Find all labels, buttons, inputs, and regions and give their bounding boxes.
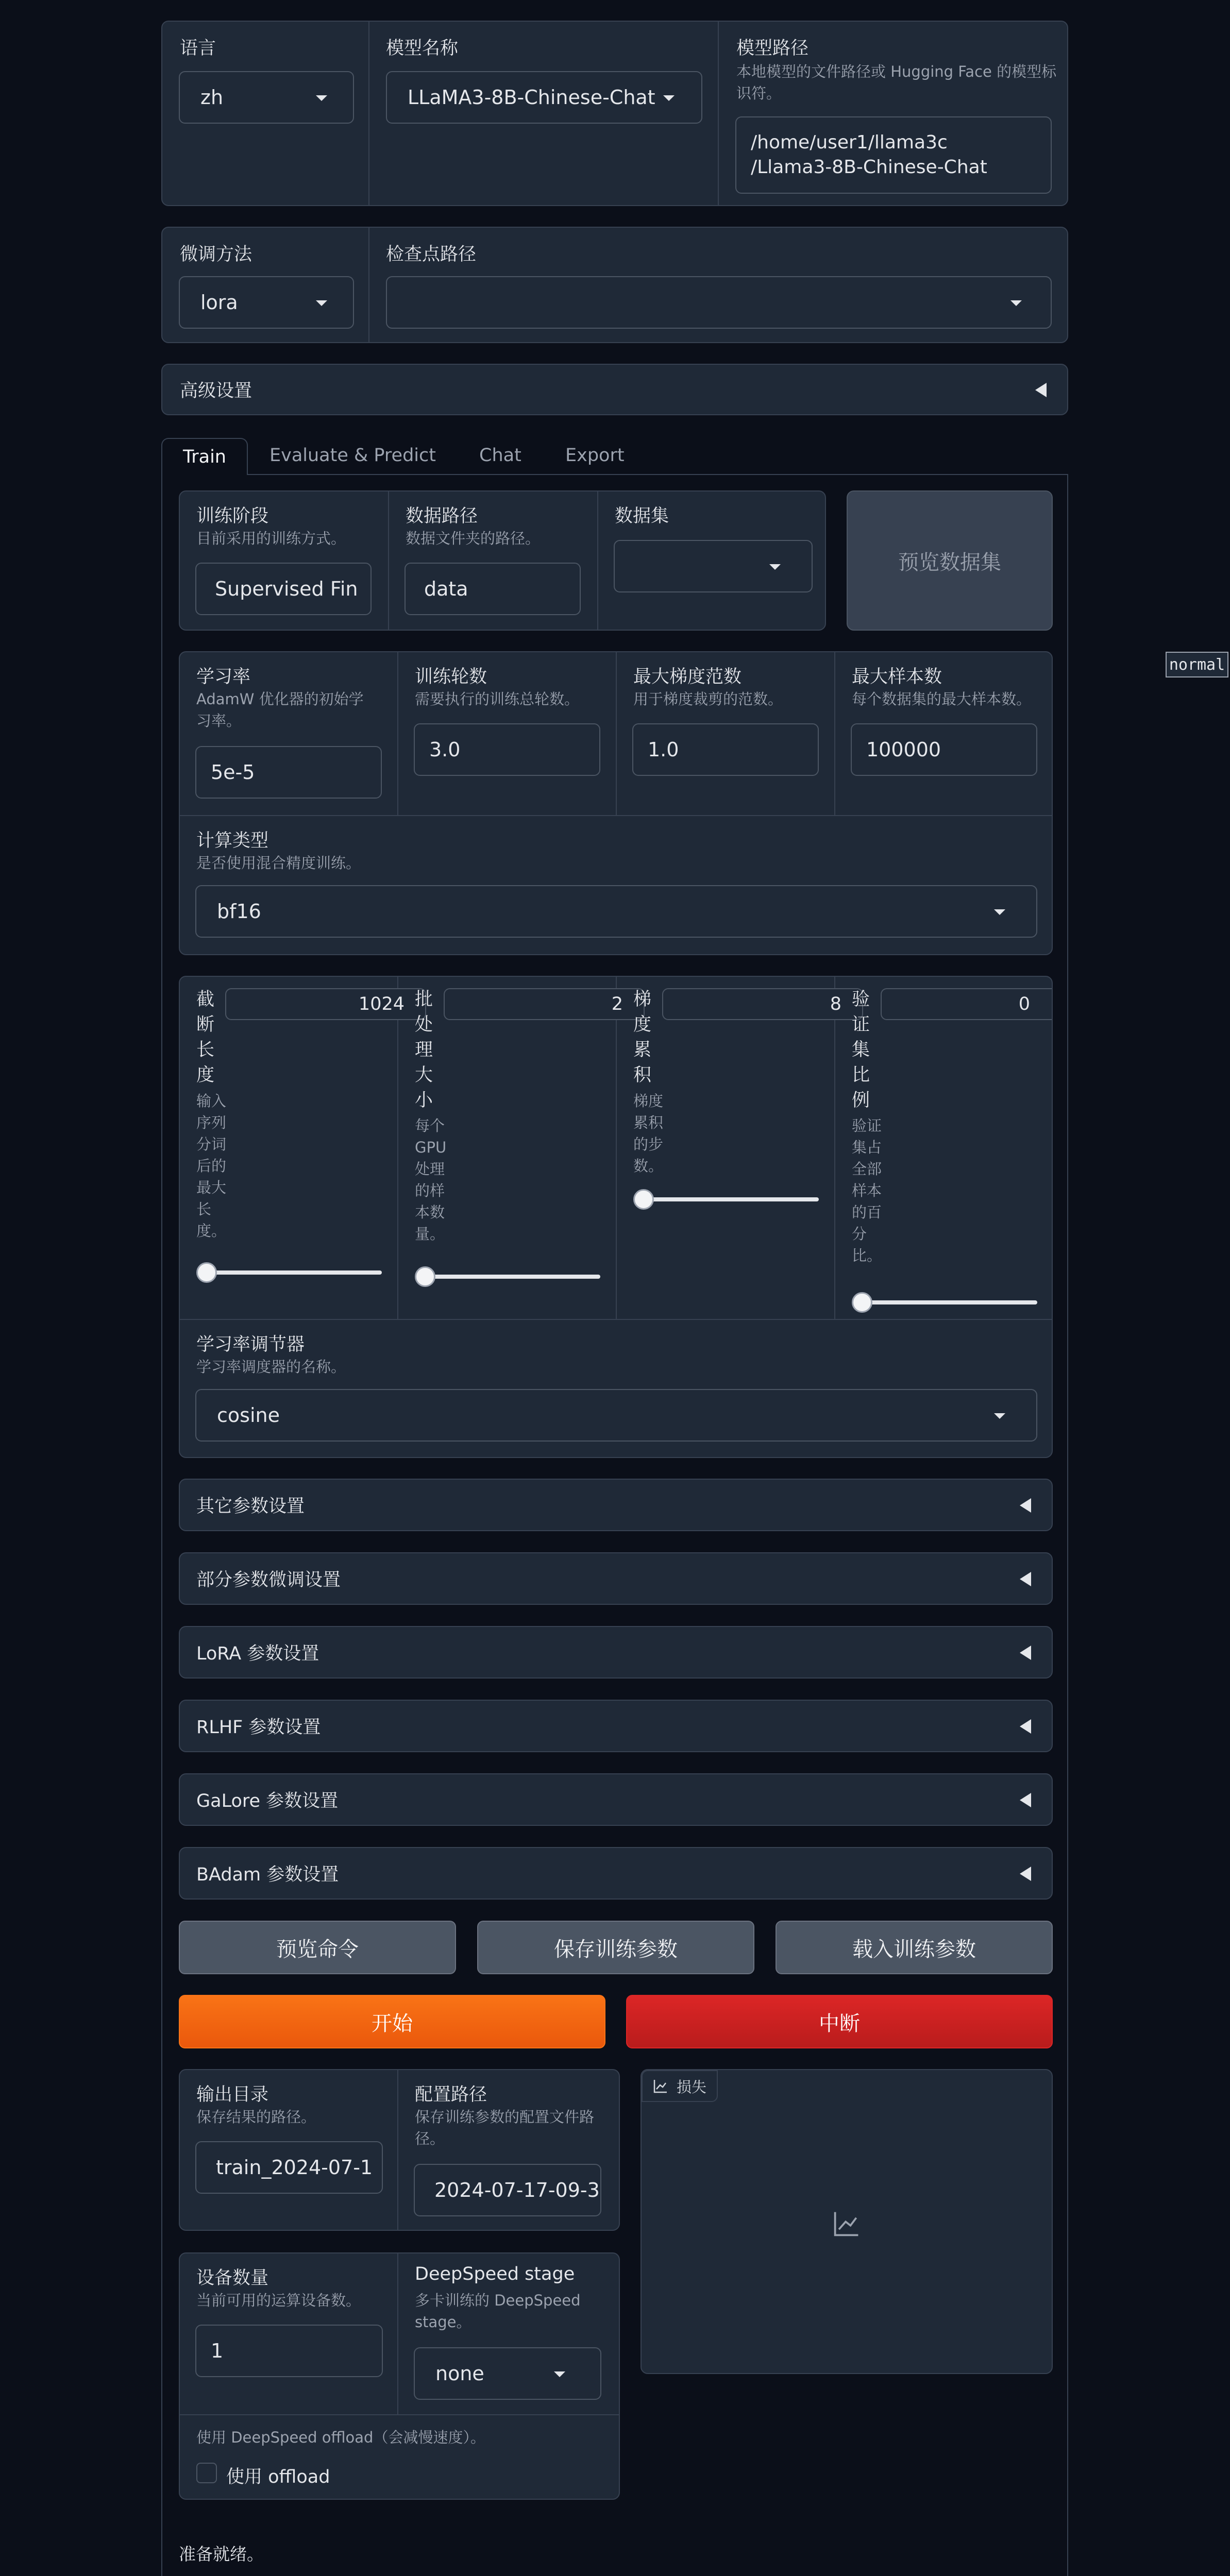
lr-value: 5e-5 <box>211 761 255 784</box>
device-count-info: 当前可用的运算设备数。 <box>196 2292 361 2309</box>
tab-chat[interactable]: Chat <box>479 445 521 466</box>
start-button[interactable] <box>179 1995 605 2048</box>
stage-label: 训练阶段 <box>196 506 269 527</box>
lora-params-accordion[interactable] <box>179 1626 1053 1679</box>
config-path-info-line1: 保存训练参数的配置文件路 <box>415 2108 595 2126</box>
finetune-method-label: 微调方法 <box>180 244 252 265</box>
cutoff-len-info-line-2: 分词 <box>196 1136 227 1153</box>
batch-size-info-line-4: 本数 <box>415 1204 445 1221</box>
model-path-input[interactable] <box>735 116 1052 194</box>
cutoff-len-info <box>196 1090 226 1242</box>
batch-size-value: 2 <box>611 994 623 1014</box>
val-size-info-line-0: 验证 <box>852 1117 882 1134</box>
batch-size-info <box>415 1115 446 1245</box>
lr-scheduler-value: cosine <box>217 1404 280 1427</box>
tab-train[interactable] <box>161 438 248 475</box>
galore-params-accordion[interactable] <box>179 1773 1053 1826</box>
dataset-dropdown[interactable] <box>614 540 813 592</box>
val-size-label-char-1: 证 <box>852 1014 870 1035</box>
grad-norm-input[interactable] <box>632 723 819 776</box>
mode-badge: normal <box>1166 652 1228 677</box>
val-size-info-line-4: 的百 <box>852 1204 882 1221</box>
device-count-input[interactable] <box>195 2325 383 2377</box>
train-tab-panel <box>161 474 1068 2576</box>
collapse-arrow-icon <box>1020 1572 1031 1586</box>
tab-train-label: Train <box>183 447 226 467</box>
batch-size-info-line-0: 每个 <box>415 1117 445 1134</box>
epochs-cell <box>398 652 617 815</box>
data-dir-label: 数据路径 <box>406 506 478 527</box>
compute-type-dropdown[interactable] <box>195 885 1037 938</box>
val-size-label-char-0: 验 <box>852 989 870 1010</box>
max-samples-input[interactable] <box>851 723 1037 776</box>
output-panel <box>179 2069 620 2231</box>
batch-size-label-char-2: 理 <box>415 1040 433 1060</box>
stage-value: Supervised Fin <box>215 578 358 600</box>
device-count-label: 设备数量 <box>196 2268 269 2289</box>
slider-thumb[interactable] <box>415 1266 435 1287</box>
grad-accum-info-line-3: 数。 <box>633 1157 664 1175</box>
cutoff-len-info-line-3: 后的 <box>196 1157 227 1175</box>
rlhf-params-accordion[interactable] <box>179 1700 1053 1752</box>
collapse-arrow-icon <box>1020 1719 1031 1734</box>
max-samples-label: 最大样本数 <box>852 667 942 687</box>
chevron-down-icon <box>1010 300 1022 306</box>
ds-offload-info: 使用 DeepSpeed offload（会减慢速度）。 <box>196 2429 485 2446</box>
dataset-label: 数据集 <box>615 506 669 527</box>
device-panel <box>179 2252 620 2500</box>
data-dir-input[interactable] <box>405 563 581 615</box>
val-size-info-line-6: 比。 <box>852 1247 882 1264</box>
tab-export[interactable]: Export <box>565 445 625 466</box>
loss-plot-label: 损失 <box>677 2078 707 2096</box>
data-dir-info: 数据文件夹的路径。 <box>406 530 541 547</box>
val-size-info <box>852 1115 882 1266</box>
advanced-settings-accordion[interactable] <box>161 364 1068 415</box>
stop-label: 中断 <box>819 2011 860 2036</box>
model-path-cell <box>719 22 1067 205</box>
ds-offload-checkbox[interactable] <box>196 2463 217 2483</box>
start-label: 开始 <box>372 2011 413 2036</box>
other-params-accordion[interactable] <box>179 1479 1053 1531</box>
preview-command-label: 预览命令 <box>276 1937 359 1961</box>
advanced-settings-label: 高级设置 <box>180 381 252 401</box>
freeze-params-accordion[interactable] <box>179 1552 1053 1605</box>
empty-chart-icon <box>832 2209 861 2238</box>
compute-type-cell <box>180 815 1052 954</box>
collapse-arrow-icon <box>1020 1498 1031 1513</box>
model-path-label: 模型路径 <box>736 38 809 59</box>
galore-params-label: GaLore 参数设置 <box>196 1791 339 1811</box>
grad-norm-cell <box>617 652 835 815</box>
output-dir-info: 保存结果的路径。 <box>196 2108 316 2126</box>
device-count-cell <box>180 2253 398 2414</box>
batch-size-info-line-1: GPU <box>415 1139 447 1156</box>
language-cell <box>162 22 369 205</box>
dataset-panel <box>179 490 826 631</box>
model-name-dropdown[interactable] <box>386 71 702 124</box>
val-size-input[interactable] <box>881 988 1052 1020</box>
output-dir-cell <box>180 2070 398 2230</box>
val-size-info-line-1: 集占 <box>852 1139 882 1156</box>
collapse-arrow-icon <box>1020 1793 1031 1807</box>
stage-cell <box>180 492 389 630</box>
rlhf-params-label: RLHF 参数设置 <box>196 1717 321 1738</box>
batch-size-label-char-0: 批 <box>415 989 433 1010</box>
cutoff-len-info-line-1: 序列 <box>196 1114 227 1131</box>
model-name-label: 模型名称 <box>386 38 459 59</box>
loss-plot <box>641 2069 1053 2374</box>
lr-cell <box>180 652 398 815</box>
lr-info-line2: 习率。 <box>196 712 242 730</box>
cutoff-len-info-line-5: 长 <box>196 1200 212 1218</box>
device-count-value: 1 <box>211 2340 224 2362</box>
cutoff-len-slider[interactable] <box>196 1262 382 1283</box>
lr-scheduler-label: 学习率调节器 <box>196 1334 305 1355</box>
ds-stage-info-line1: 多卡训练的 DeepSpeed <box>415 2292 581 2309</box>
checkpoint-cell <box>369 228 1067 342</box>
config-path-label: 配置路径 <box>415 2084 487 2105</box>
val-size-label-char-3: 比 <box>852 1065 870 1086</box>
preview-dataset-button[interactable] <box>847 490 1053 631</box>
grad-accum-label-char-3: 积 <box>633 1065 652 1086</box>
badam-params-label: BAdam 参数设置 <box>196 1865 339 1885</box>
epochs-label: 训练轮数 <box>415 667 487 687</box>
batch-size-cell <box>398 977 623 1319</box>
chevron-down-icon <box>554 2371 565 2377</box>
batch-size-info-line-5: 量。 <box>415 1225 445 1243</box>
max-samples-cell <box>835 652 1052 815</box>
chevron-down-icon <box>994 909 1005 915</box>
grad-accum-info-line-0: 梯度 <box>633 1092 664 1110</box>
tab-evaluate[interactable]: Evaluate & Predict <box>269 445 436 466</box>
output-dir-label: 输出目录 <box>196 2084 269 2105</box>
lora-params-label: LoRA 参数设置 <box>196 1643 319 1664</box>
max-samples-info: 每个数据集的最大样本数。 <box>852 690 1032 708</box>
batch-size-label <box>415 987 433 1113</box>
batch-size-label-char-4: 小 <box>415 1090 433 1111</box>
finetune-method-value: lora <box>200 291 238 314</box>
cutoff-len-info-line-4: 最大 <box>196 1179 227 1196</box>
val-size-info-line-3: 样本 <box>852 1182 882 1199</box>
val-size-label-char-2: 集 <box>852 1040 870 1060</box>
grad-norm-label: 最大梯度范数 <box>633 667 742 687</box>
batch-size-label-char-1: 处 <box>415 1014 433 1035</box>
compute-type-label: 计算类型 <box>196 831 269 851</box>
chart-icon <box>653 2078 668 2094</box>
badam-params-accordion[interactable] <box>179 1847 1053 1900</box>
dataset-cell <box>598 492 825 630</box>
chevron-down-icon <box>316 95 327 101</box>
grad-accum-value: 8 <box>830 994 841 1014</box>
batch-size-input[interactable] <box>444 988 645 1020</box>
language-value: zh <box>200 86 224 109</box>
collapse-arrow-icon <box>1020 1867 1031 1881</box>
val-size-slider[interactable] <box>852 1292 1037 1313</box>
cutoff-len-label <box>196 987 214 1088</box>
lr-scheduler-cell <box>180 1319 1052 1457</box>
cutoff-len-input[interactable] <box>225 988 426 1020</box>
epochs-info: 需要执行的训练总轮数。 <box>415 690 580 708</box>
val-size-info-line-5: 分 <box>852 1225 867 1243</box>
cutoff-len-label-char-3: 度 <box>196 1065 215 1086</box>
ds-stage-value: none <box>435 2362 484 2385</box>
lr-label: 学习率 <box>196 667 251 687</box>
config-path-input[interactable] <box>414 2164 601 2216</box>
model-panel <box>161 21 1068 206</box>
output-dir-input[interactable] <box>195 2141 383 2194</box>
preview-command-button[interactable] <box>179 1921 456 1974</box>
cutoff-len-info-line-6: 度。 <box>196 1222 227 1240</box>
grad-norm-info: 用于梯度裁剪的范数。 <box>633 690 783 708</box>
ds-stage-label: DeepSpeed stage <box>415 2264 575 2284</box>
chevron-down-icon <box>769 564 781 570</box>
model-name-cell <box>369 22 719 205</box>
chevron-down-icon <box>994 1413 1005 1419</box>
config-path-cell <box>398 2070 619 2230</box>
chevron-down-icon <box>316 300 327 306</box>
lr-input[interactable] <box>195 746 382 799</box>
model-path-line1: /home/user1/llama3c <box>751 132 948 153</box>
grad-accum-label <box>633 987 651 1088</box>
language-dropdown[interactable] <box>179 71 354 124</box>
output-dir-value: train_2024-07-1 <box>216 2156 373 2179</box>
preview-dataset-label: 预览数据集 <box>898 550 1001 574</box>
collapse-arrow-icon <box>1035 383 1047 397</box>
loss-plot-tag <box>642 2070 718 2102</box>
language-label: 语言 <box>180 38 216 59</box>
val-size-label <box>852 987 870 1113</box>
grad-accum-slider[interactable] <box>633 1189 819 1210</box>
ds-stage-cell <box>398 2253 619 2414</box>
status-text: 准备就绪。 <box>179 2544 264 2564</box>
grad-accum-label-char-2: 累 <box>633 1040 652 1060</box>
val-size-value: 0 <box>1018 994 1030 1014</box>
ds-stage-dropdown[interactable] <box>414 2347 601 2400</box>
slider-thumb[interactable] <box>633 1189 654 1210</box>
ds-offload-label[interactable]: 使用 offload <box>226 2467 330 2487</box>
cutoff-len-label-char-2: 长 <box>196 1040 215 1060</box>
collapse-arrow-icon <box>1020 1646 1031 1660</box>
lr-scheduler-dropdown[interactable] <box>195 1389 1037 1442</box>
load-args-button[interactable] <box>776 1921 1053 1974</box>
grad-accum-label-char-0: 梯 <box>633 989 652 1010</box>
grad-accum-input[interactable] <box>662 988 863 1020</box>
model-path-line2: /Llama3-8B-Chinese-Chat <box>751 157 987 178</box>
cutoff-len-label-char-1: 断 <box>196 1014 215 1035</box>
chevron-down-icon <box>663 95 675 101</box>
val-size-label-char-4: 例 <box>852 1090 870 1111</box>
cutoff-len-label-char-0: 截 <box>196 989 215 1010</box>
other-params-label: 其它参数设置 <box>196 1496 305 1517</box>
compute-type-info: 是否使用混合精度训练。 <box>196 854 361 872</box>
batch-size-label-char-3: 大 <box>415 1065 433 1086</box>
epochs-value: 3.0 <box>429 738 461 761</box>
finetune-method-dropdown[interactable] <box>179 276 354 329</box>
model-name-value: LLaMA3-8B-Chinese-Chat <box>408 86 655 109</box>
freeze-params-label: 部分参数微调设置 <box>196 1570 341 1590</box>
cutoff-len-info-line-0: 输入 <box>196 1092 227 1110</box>
compute-type-value: bf16 <box>217 900 261 923</box>
ds-stage-info-line2: stage。 <box>415 2313 471 2331</box>
data-dir-value: data <box>424 578 468 600</box>
slider-thumb[interactable] <box>196 1262 217 1283</box>
finetune-panel <box>161 227 1068 343</box>
lr-scheduler-info: 学习率调度器的名称。 <box>196 1358 346 1376</box>
ds-offload-cell <box>180 2414 619 2499</box>
stop-button[interactable] <box>626 1995 1053 2048</box>
hyperparams-panel <box>179 651 1053 955</box>
grad-norm-value: 1.0 <box>648 738 679 761</box>
save-args-label: 保存训练参数 <box>554 1937 678 1961</box>
config-path-info-line2: 径。 <box>415 2130 445 2147</box>
sliders-panel <box>179 976 1053 1458</box>
val-size-cell <box>835 977 1052 1319</box>
grad-accum-info-line-1: 累积 <box>633 1114 664 1131</box>
grad-accum-cell <box>617 977 841 1319</box>
finetune-method-cell <box>162 228 369 342</box>
config-path-value: 2024-07-17-09-3 <box>434 2179 600 2201</box>
batch-size-info-line-2: 处理 <box>415 1160 445 1178</box>
lr-info-line1: AdamW 优化器的初始学 <box>196 690 364 708</box>
epochs-input[interactable] <box>414 723 600 776</box>
cutoff-len-cell <box>180 977 405 1319</box>
save-args-button[interactable] <box>477 1921 754 1974</box>
batch-size-info-line-3: 的样 <box>415 1182 445 1199</box>
stage-info: 目前采用的训练方式。 <box>196 530 346 547</box>
model-path-info: 本地模型的文件路径或 Hugging Face 的模型标识符。 <box>736 63 1057 102</box>
data-dir-cell <box>389 492 598 630</box>
grad-accum-label-char-1: 度 <box>633 1014 652 1035</box>
checkpoint-label: 检查点路径 <box>386 244 477 265</box>
stage-dropdown[interactable] <box>195 563 372 615</box>
val-size-info-line-2: 全部 <box>852 1160 882 1178</box>
max-samples-value: 100000 <box>866 738 941 761</box>
grad-accum-info <box>633 1090 663 1177</box>
batch-size-slider[interactable] <box>415 1266 600 1287</box>
grad-accum-info-line-2: 的步 <box>633 1136 664 1153</box>
slider-thumb[interactable] <box>852 1292 872 1313</box>
cutoff-len-value: 1024 <box>358 994 405 1014</box>
checkpoint-dropdown[interactable] <box>386 276 1052 329</box>
load-args-label: 载入训练参数 <box>852 1937 976 1961</box>
